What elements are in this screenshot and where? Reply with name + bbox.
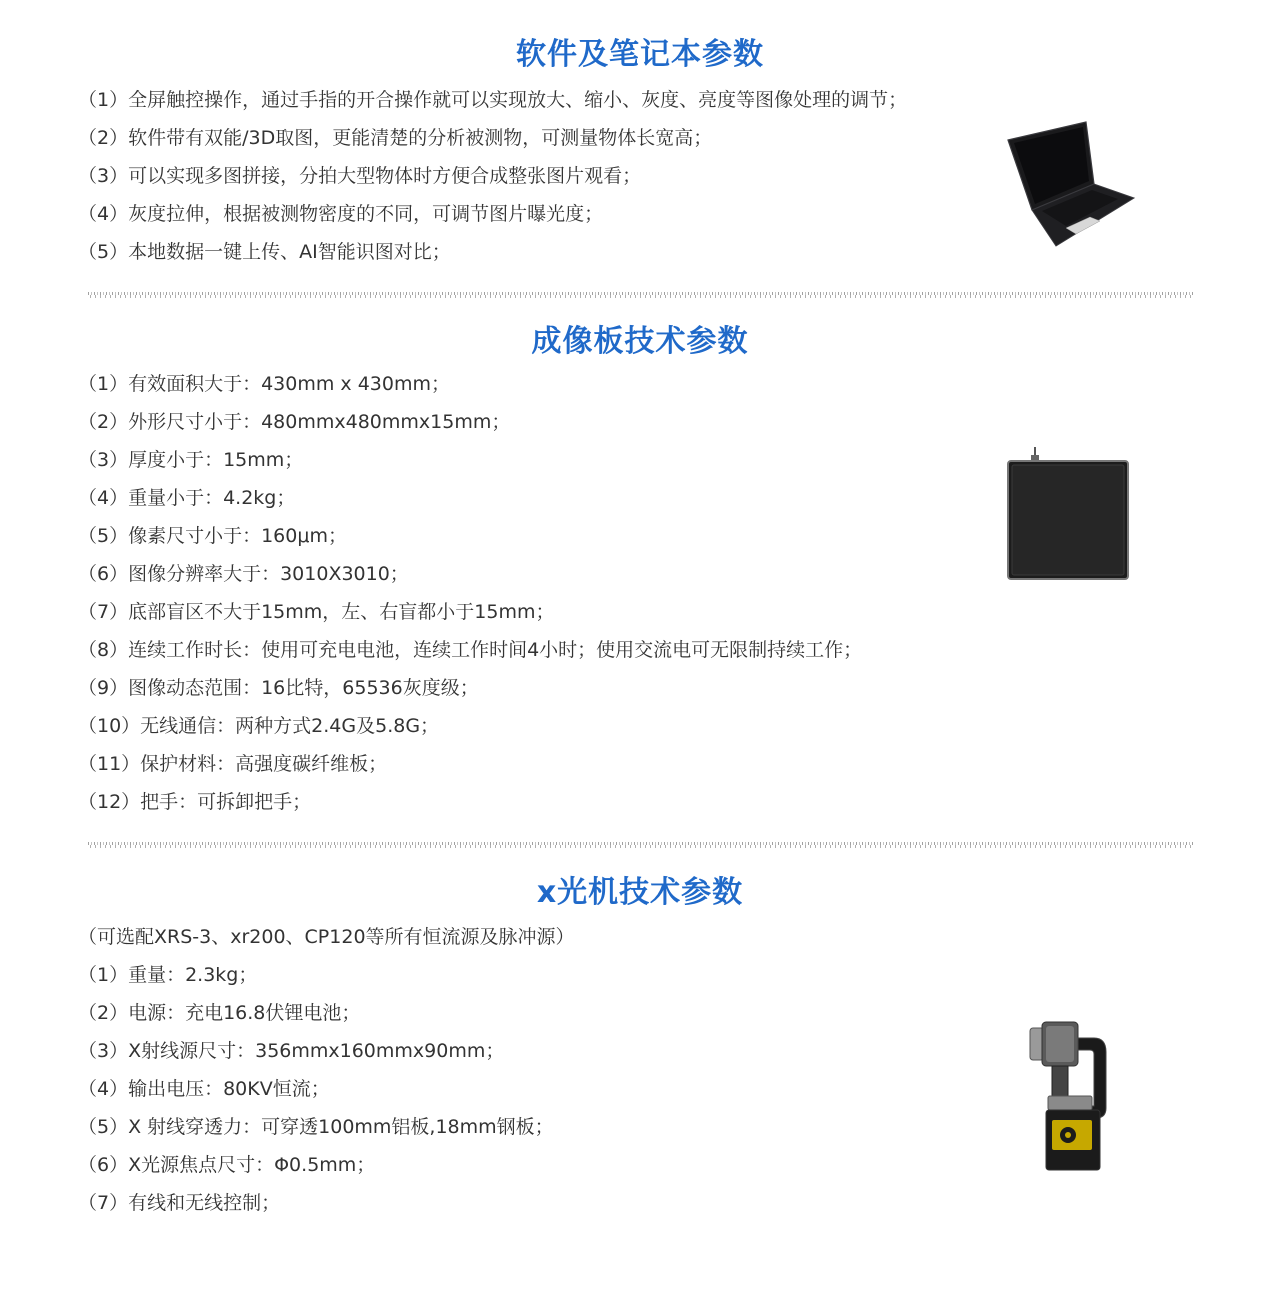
section-divider [88, 292, 1194, 298]
imaging-panel-image [1005, 445, 1130, 582]
list-item: （5）像素尺寸小于：160μm； [78, 525, 347, 547]
list-item: （3）可以实现多图拼接，分拍大型物体时方便合成整张图片观看； [78, 165, 642, 187]
laptop-image [1000, 118, 1140, 250]
list-item: （2）软件带有双能/3D取图，更能清楚的分析被测物，可测量物体长宽高； [78, 127, 713, 149]
list-item: （4）灰度拉伸，根据被测物密度的不同，可调节图片曝光度； [78, 203, 604, 225]
list-item: （7）底部盲区不大于15mm，左、右盲都小于15mm； [78, 601, 555, 623]
list-item: （6）图像分辨率大于：3010X3010； [78, 563, 409, 585]
list-item: （1）重量：2.3kg； [78, 964, 258, 986]
xray-section-title: x光机技术参数 [536, 875, 744, 910]
xray-param-list [78, 918, 575, 1222]
xray-generator-image [1022, 1016, 1112, 1174]
list-item: （4）输出电压：80KV恒流； [78, 1078, 330, 1100]
section-divider [88, 842, 1194, 848]
list-item: （11）保护材料：高强度碳纤维板； [78, 753, 388, 775]
list-item: （1）全屏触控操作，通过手指的开合操作就可以实现放大、缩小、灰度、亮度等图像处理的调节； [78, 89, 908, 111]
software-section-title: 软件及笔记本参数 [516, 37, 764, 72]
list-item: （4）重量小于：4.2kg； [78, 487, 296, 509]
list-item: （12）把手：可拆卸把手； [78, 791, 312, 813]
list-item: （10）无线通信：两种方式2.4G及5.8G； [78, 715, 440, 737]
list-item: （6）X光源焦点尺寸：Φ0.5mm； [78, 1154, 376, 1176]
list-item: （2）电源：充电16.8伏锂电池； [78, 1002, 361, 1024]
list-item: （5）本地数据一键上传、AI智能识图对比； [78, 241, 451, 263]
list-item: （8）连续工作时长：使用可充电电池，连续工作时间4小时；使用交流电可无限制持续工作； [78, 639, 863, 661]
list-item: （可选配XRS-3、xr200、CP120等所有恒流源及脉冲源） [78, 926, 575, 948]
list-item: （9）图像动态范围：16比特，65536灰度级； [78, 677, 479, 699]
list-item: （3）厚度小于：15mm； [78, 449, 304, 471]
list-item: （5）X 射线穿透力：可穿透100mm铝板,18mm钢板； [78, 1116, 554, 1138]
list-item: （2）外形尺寸小于：480mmx480mmx15mm； [78, 411, 511, 433]
list-item: （3）X射线源尺寸：356mmx160mmx90mm； [78, 1040, 505, 1062]
list-item: （7）有线和无线控制； [78, 1192, 281, 1214]
panel-param-list [78, 365, 862, 821]
list-item: （1）有效面积大于：430mm x 430mm； [78, 373, 450, 395]
software-param-list [78, 81, 907, 271]
panel-section-title: 成像板技术参数 [531, 324, 749, 359]
